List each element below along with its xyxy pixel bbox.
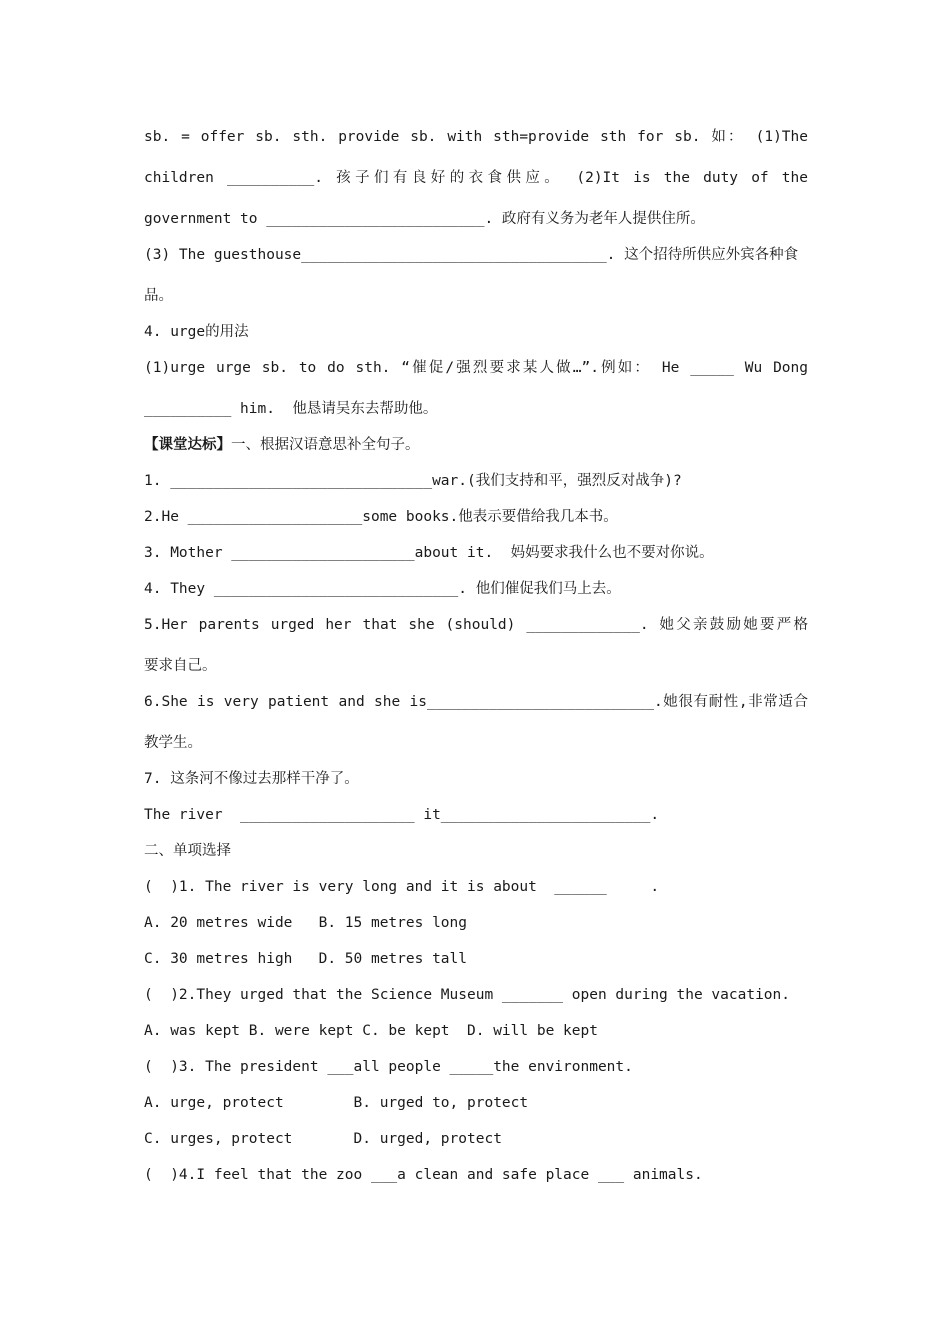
text-line: children __________. 孩子们有良好的衣食供应。 (2)It is the duty of the	[144, 170, 808, 186]
answer-options: A. was kept B. were kept C. be kept D. will be kept	[144, 1023, 598, 1039]
section-heading: 4. urge的用法	[144, 324, 249, 340]
exercise-item-continued: 要求自己。	[144, 658, 217, 674]
answer-options: C. urges, protect D. urged, protect	[144, 1131, 502, 1147]
section-heading: 【课堂达标】一、根据汉语意思补全句子。	[144, 437, 420, 453]
answer-options: C. 30 metres high D. 50 metres tall	[144, 951, 468, 967]
exercise-item-continued: 教学生。	[144, 735, 202, 751]
text-line: 品。	[144, 288, 173, 304]
answer-options: A. 20 metres wide B. 15 metres long	[144, 915, 468, 931]
exercise-item-continued: The river ____________________ it________________________.	[144, 807, 660, 823]
exercise-item: 2.He ____________________some books.他表示要借给我几本书。	[144, 509, 618, 525]
text-line: (3) The guesthouse___________________________________. 这个招待所供应外宾各种食	[144, 247, 799, 263]
text-line: __________ him. 他恳请吴东去帮助他。	[144, 401, 438, 417]
question: ( )4.I feel that the zoo ___a clean and safe place ___ animals.	[144, 1167, 703, 1183]
answer-options: A. urge, protect B. urged to, protect	[144, 1095, 529, 1111]
section-heading: 二、单项选择	[144, 843, 231, 859]
text-line: government to _________________________. 政府有义务为老年人提供住所。	[144, 211, 705, 227]
heading-marker: 【课堂达标】	[144, 437, 231, 453]
exercise-item: 1. ______________________________war.(我们支持和平，强烈反对战争)?	[144, 473, 682, 489]
exercise-item: 3. Mother _____________________about it. 妈妈要求我什么也不要对你说。	[144, 545, 714, 561]
exercise-item: 5.Her parents urged her that she (should) _____________. 她父亲鼓励她要严格	[144, 617, 808, 633]
text-line: (1)urge urge sb. to do sth. “催促/强烈要求某人做…”.例如： He _____ Wu Dong	[144, 360, 808, 376]
question: ( )1. The river is very long and it is about ______ .	[144, 879, 660, 895]
question: ( )2.They urged that the Science Museum _______ open during the vacation.	[144, 987, 791, 1003]
exercise-item: 6.She is very patient and she is__________________________.她很有耐性,非常适合	[144, 694, 808, 710]
text-line: sb. = offer sb. sth. provide sb. with sth=provide sth for sb. 如： (1)The	[144, 129, 808, 145]
exercise-item: 4. They ____________________________. 他们催促我们马上去。	[144, 581, 621, 597]
exercise-item: 7. 这条河不像过去那样干净了。	[144, 771, 359, 787]
question: ( )3. The president ___all people _____the environment.	[144, 1059, 633, 1075]
